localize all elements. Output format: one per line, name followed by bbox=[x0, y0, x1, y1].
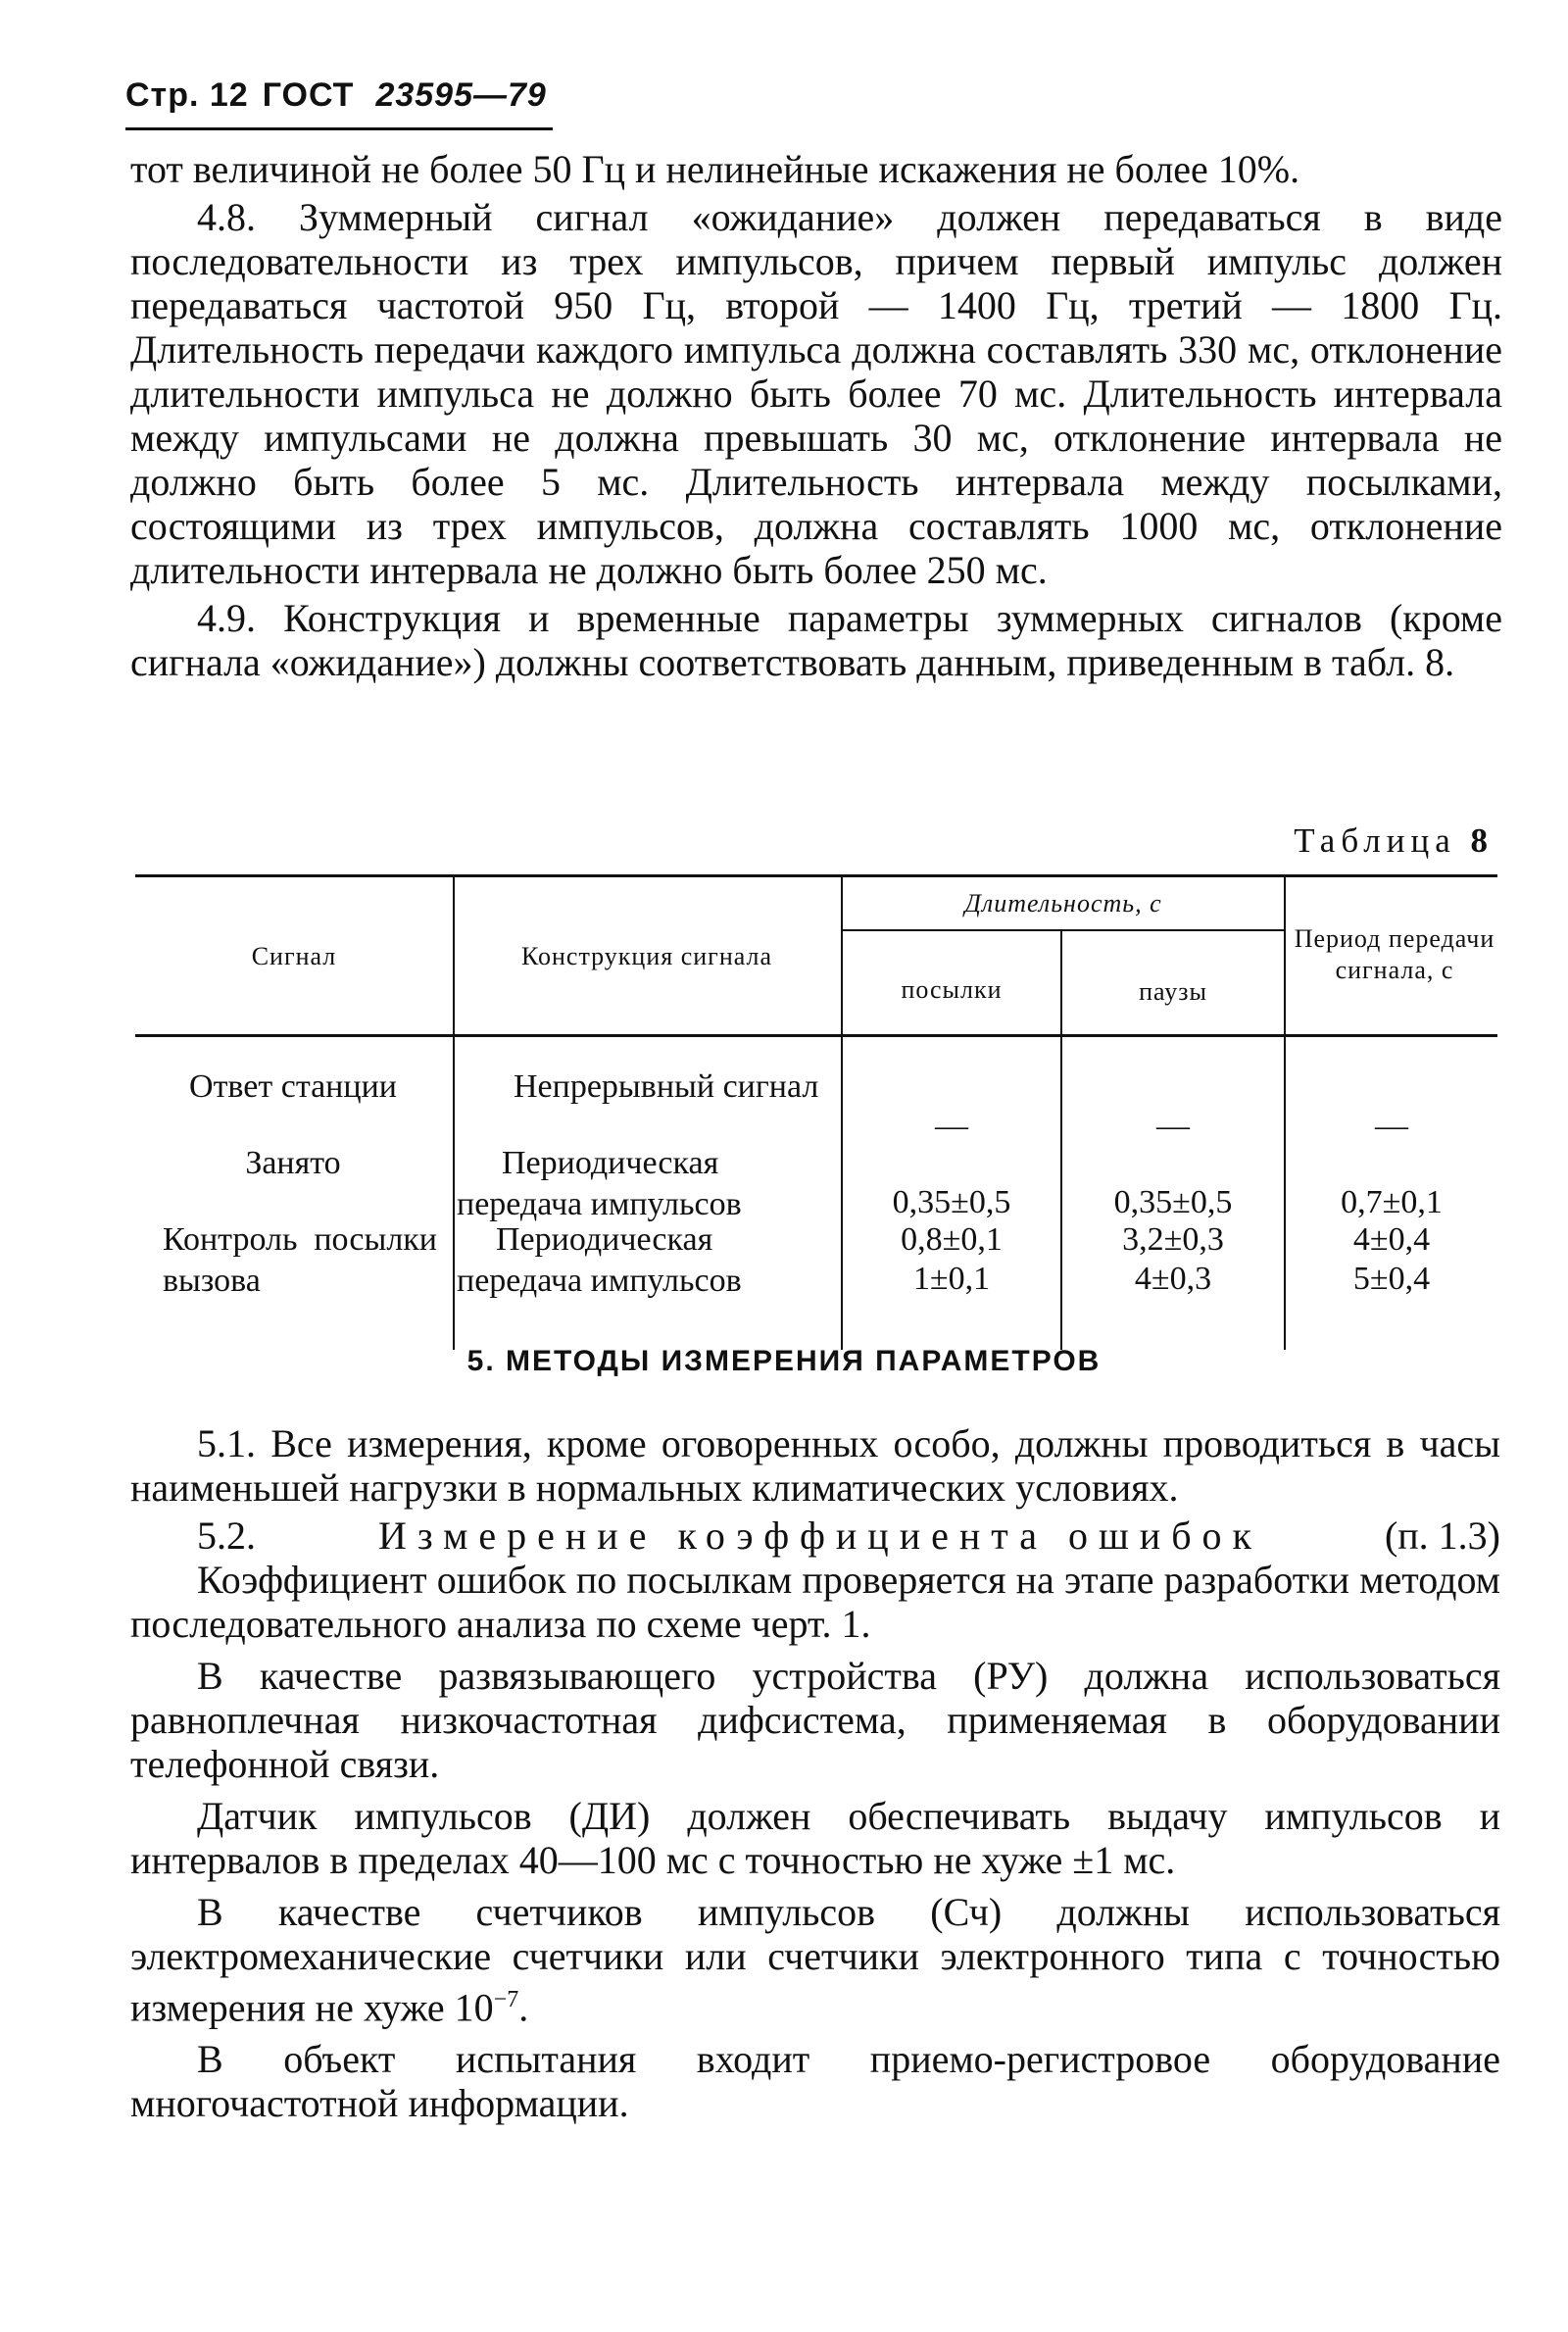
table-cell-construction: Периодическая передача импульсов bbox=[457, 1221, 742, 1299]
table-header-period: Период передачи сигнала, с bbox=[1294, 924, 1495, 984]
table-cell-period: — bbox=[1375, 1108, 1408, 1144]
table-cell-signal: Контроль посылки вызова bbox=[163, 1221, 437, 1299]
paragraph-4-8: 4.8. Зуммерный сигнал «ожидание» должен передаваться в виде последовательности из трех импульсов, причем первый импульс должен передаваться частотой 950 Гц, второй — 1400 Гц, третий — 1800 Гц. Длительность передачи каждого импульса должна составлять 330 мс, отклонение длительности импульса не должно быть более 70 мс. Длительность интервала между импульсами не должна превышать 30 мс, отклонение интервала не должно быть более 5 мс. Длительность интервала между посылками, состоящими из трех импульсов, должна составлять 1000 мс, отклонение длительности интервала не должно быть более 250 мс. bbox=[130, 195, 1502, 592]
paragraph-5-2-title: Измерение коэффициента ошибок bbox=[377, 1513, 1262, 1558]
table-cell-send: 1±0,1 bbox=[912, 1261, 991, 1297]
table-header-rule bbox=[135, 1034, 1497, 1037]
paragraph-5-2-heading bbox=[130, 1513, 1500, 1558]
table-caption-label: Таблица bbox=[1294, 821, 1456, 860]
page-header bbox=[125, 76, 547, 115]
section-title: 5. МЕТОДЫ ИЗМЕРЕНИЯ ПАРАМЕТРОВ bbox=[466, 1345, 1102, 1377]
paragraph-counters bbox=[130, 1890, 1500, 2029]
table-cell-construction: Непрерывный сигнал bbox=[514, 1068, 819, 1105]
paragraph-ru: В качестве развязывающего устройства (РУ) должна использоваться равноплечная низкочастотная дифсистема, применяемая в оборудовании телефонной связи. bbox=[130, 1654, 1500, 1786]
table-cell-send: 0,35±0,5 bbox=[892, 1184, 1011, 1220]
table-cell-pause: 0,35±0,5 bbox=[1113, 1184, 1233, 1220]
paragraph-counters-end: . bbox=[518, 1985, 529, 2030]
table-cell-signal: Ответ станции bbox=[189, 1068, 397, 1105]
table-subheader-rule bbox=[843, 929, 1284, 931]
table-header-send: посылки bbox=[901, 975, 1003, 1004]
header-rule bbox=[125, 127, 553, 130]
paragraph-5-1: 5.1. Все измерения, кроме оговоренных особо, должны проводиться в часы наименьшей нагрузки в нормальных климатических условиях. bbox=[130, 1421, 1500, 1510]
table-cell-pause: — bbox=[1156, 1108, 1190, 1144]
table-cell-pause: 4±0,3 bbox=[1134, 1261, 1212, 1297]
paragraph-5-2-number: 5.2. bbox=[197, 1513, 256, 1558]
standard-label: ГОСТ bbox=[262, 76, 355, 114]
table-cell-send: — bbox=[935, 1108, 968, 1144]
table-header-duration: Длительность, с bbox=[964, 889, 1162, 918]
paragraph-object: В объект испытания входит приемо-регистровое оборудование многочастотной информации. bbox=[130, 2037, 1500, 2126]
paragraph-counters-exponent: −7 bbox=[493, 1987, 519, 2012]
table-top-rule bbox=[135, 874, 1497, 877]
paragraph-5-2-ref: (п. 1.3) bbox=[1384, 1513, 1500, 1558]
paragraph-di: Датчик импульсов (ДИ) должен обеспечивать выдачу импульсов и интервалов в пределах 40—100 мс с точностью не хуже ±1 мс. bbox=[130, 1794, 1500, 1882]
paragraph-4-9: 4.9. Конструкция и временные параметры зуммерных сигналов (кроме сигнала «ожидание») должны соответствовать данным, приведенным в табл. 8. bbox=[130, 596, 1502, 684]
paragraph-counters-text: В качестве счетчиков импульсов (Сч) должны использоваться электромеханические счетчики или счетчики электронного типа с точностью измерения не хуже 10 bbox=[130, 1890, 1500, 2030]
table-cell-period: 4±0,4 bbox=[1352, 1221, 1431, 1258]
table-cell-period: 5±0,4 bbox=[1352, 1261, 1431, 1297]
table-header-pause: паузы bbox=[1139, 977, 1207, 1006]
table-cell-send: 0,8±0,1 bbox=[901, 1221, 1003, 1258]
page-number: Стр. 12 bbox=[125, 76, 249, 114]
paragraph-5-2-text: Коэффициент ошибок по посылкам проверяется на этапе разработки методом последовательного анализа по схеме черт. 1. bbox=[130, 1558, 1500, 1646]
paragraph-continuation: тот величиной не более 50 Гц и нелинейные искажения не более 10%. bbox=[130, 147, 1300, 191]
standard-number: 23595—79 bbox=[375, 76, 547, 114]
table-cell-pause: 3,2±0,3 bbox=[1122, 1221, 1224, 1258]
table-cell-construction: Периодическая передача импульсов bbox=[457, 1145, 742, 1222]
table-cell-period: 0,7±0,1 bbox=[1341, 1184, 1443, 1220]
paragraph-block-bottom bbox=[130, 1421, 1500, 2125]
table-header-signal: Сигнал bbox=[251, 942, 337, 970]
table-header-construction: Конструкция сигнала bbox=[520, 942, 773, 970]
table-cell-signal: Занято bbox=[245, 1145, 341, 1181]
table-caption-number: 8 bbox=[1470, 821, 1494, 860]
paragraph-block-top bbox=[130, 147, 1502, 684]
table-caption bbox=[1294, 821, 1494, 861]
